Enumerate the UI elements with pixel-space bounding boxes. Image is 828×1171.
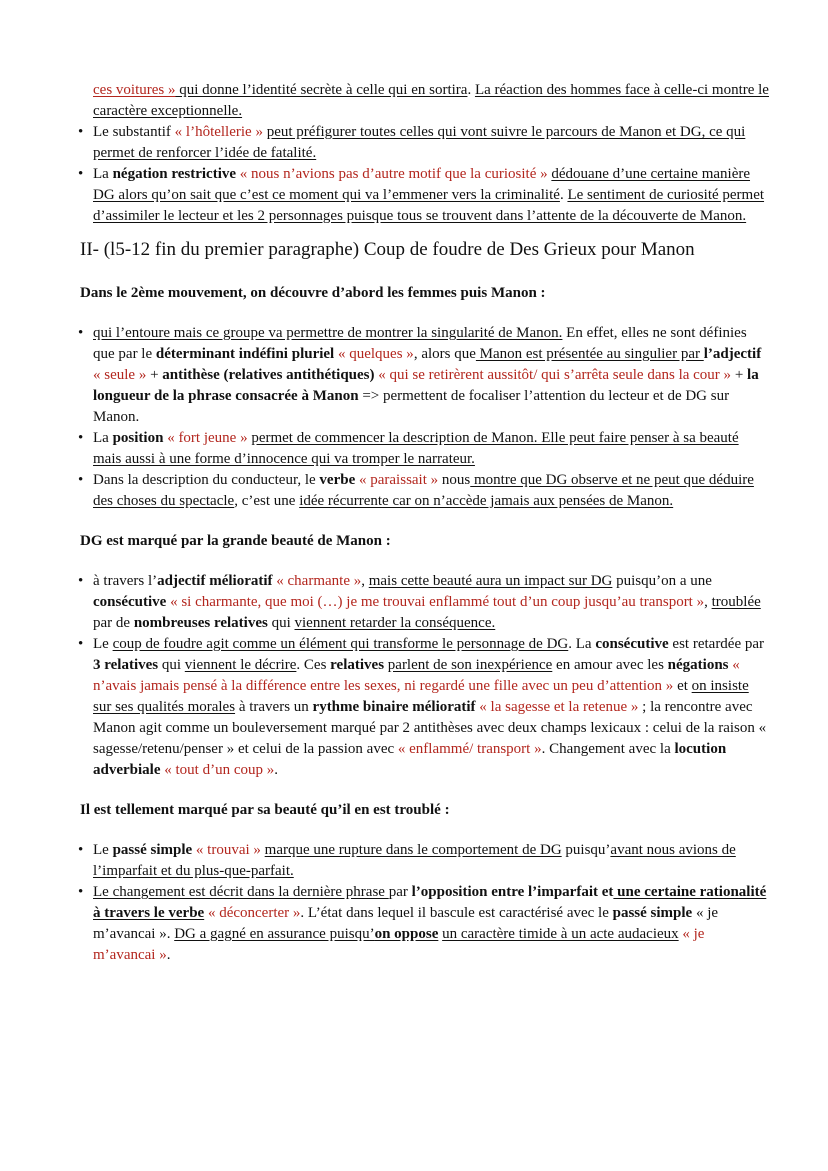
text-run: rythme binaire mélioratif: [312, 699, 476, 715]
text-run: consécutive: [595, 636, 669, 652]
text-run: relatives: [330, 657, 385, 673]
text-run: « trouvai »: [195, 842, 261, 858]
text-run: ,: [704, 594, 712, 610]
text-run: ces voitures »: [93, 82, 176, 98]
list-item-negation-restrictive: [80, 164, 770, 227]
text-run: troublée: [711, 594, 761, 610]
text-run: l’adjectif: [703, 346, 762, 362]
text-run: ; la rencontre avec Manon agit comme un bouleversement marqué par 2 antithèses avec deux champs lexicaux : celui de la raison « sagesse/retenu/penser » et celui de la passion avec: [93, 699, 767, 757]
text-run: négations: [667, 657, 729, 673]
text-run: qui donne l’identité secrète à celle qui en sortira: [175, 82, 468, 98]
text-run: « enflammé/ transport »: [397, 741, 542, 757]
text-run: on oppose: [374, 926, 439, 942]
text-run: . La: [568, 636, 596, 652]
text-run: marque une rupture dans le comportement de DG: [264, 842, 562, 858]
list-item-position: [80, 428, 770, 470]
text-run: nombreuses relatives: [133, 615, 268, 631]
text-run: , c’est une: [234, 493, 300, 509]
text-run: 3 relatives: [93, 657, 159, 673]
list-item-coup-de-foudre: [80, 634, 770, 781]
bullet-list-2: [80, 323, 770, 512]
text-run: nous: [438, 472, 471, 488]
text-run: « seule »: [93, 367, 147, 383]
text-run: .: [274, 762, 278, 778]
text-run: consécutive: [93, 594, 167, 610]
text-run: « paraissait »: [359, 472, 439, 488]
text-run: « charmante »: [276, 573, 362, 589]
text-run: dédouane d’une certaine manière DG alors qu’on sait que c’est ce moment qui va l’emmener vers la criminalité: [93, 166, 751, 203]
text-run: viennent retarder la conséquence.: [294, 615, 496, 631]
text-run: « je m’avancai »: [93, 926, 705, 963]
text-run: Le: [93, 636, 113, 652]
text-run: une certaine rationalité à travers le verbe: [93, 884, 767, 921]
text-run: qui l’entoure mais ce groupe va permettre de montrer la singularité de Manon.: [93, 325, 563, 341]
section-heading: II- (l5-12 fin du premier paragraphe) Coup de foudre de Des Grieux pour Manon: [80, 239, 695, 260]
text-run: peut préfigurer toutes celles qui vont suivre le parcours de Manon et DG, ce qui permet de renforcer l’idée de fatalité.: [93, 124, 746, 161]
text-run: .: [467, 82, 475, 98]
text-run: antithèse (relatives antithétiques): [162, 367, 375, 383]
text-run: Le substantif: [93, 124, 175, 140]
text-run: coup de foudre agit comme un élément qui transforme le personnage de DG: [112, 636, 569, 652]
text-run: viennent le décrire: [184, 657, 297, 673]
text-run: qui: [267, 615, 295, 631]
text-run: +: [146, 367, 163, 383]
text-run: « quelques »: [337, 346, 414, 362]
text-run: un caractère timide à un acte audacieux: [442, 926, 679, 942]
text-run: La: [93, 166, 113, 182]
text-run: Le sentiment de curiosité permet d’assimiler le lecteur et les 2 personnages puisque tous se trouvent dans l’attente de la découverte de Manon.: [93, 187, 765, 224]
text-run: permet de commencer la description de Manon. Elle peut faire penser à sa beauté mais aussi à une forme d’innocence qui va tromper le narrateur.: [93, 430, 739, 467]
text-run: « la sagesse et la retenue »: [479, 699, 639, 715]
text-run: locution adverbiale: [93, 741, 727, 778]
text-run: est retardée par: [668, 636, 765, 652]
list-item-conducteur: [80, 470, 770, 512]
text-run: à travers l’: [93, 573, 158, 589]
text-run: « n’avais jamais pensé à la différence entre les sexes, ni regardé une fille avec un peu d’attention »: [93, 657, 740, 694]
text-run: .: [166, 947, 171, 963]
paragraph-continuation: [80, 80, 770, 122]
text-run: la longueur de la phrase consacrée à Manon: [93, 367, 759, 404]
list-item-hotellerie: [80, 122, 770, 164]
text-run: par de: [93, 615, 134, 631]
text-run: La: [93, 430, 113, 446]
text-run: Manon est présentée au singulier par: [475, 346, 704, 362]
text-run: Dans la description du conducteur, le: [93, 472, 320, 488]
text-run: puisqu’on a une: [612, 573, 712, 589]
text-run: Le changement est décrit dans la dernière phrase: [93, 884, 389, 900]
text-run: « qui se retirèrent aussitôt/ qui s’arrêta seule dans la cour »: [378, 367, 732, 383]
text-run: +: [731, 367, 748, 383]
text-run: ,: [361, 573, 369, 589]
text-run: adjectif mélioratif: [157, 573, 273, 589]
list-item-changement: [80, 882, 770, 966]
bullet-list-1: [80, 80, 770, 227]
text-run: à travers un: [235, 699, 313, 715]
text-run: on insiste sur ses qualités morales: [93, 678, 749, 715]
text-run: avant nous avions de l’imparfait et du plus-que-parfait.: [93, 842, 736, 879]
text-run: . L’état dans lequel il bascule est caractérisé avec le: [300, 905, 613, 921]
subheading-trouble: Il est tellement marqué par sa beauté qu’il en est troublé :: [80, 802, 450, 818]
text-run: .: [559, 187, 568, 203]
text-run: « je m’avancai ».: [93, 905, 719, 942]
text-run: « fort jeune »: [167, 430, 248, 446]
text-run: « déconcerter »: [207, 905, 301, 921]
text-run: puisqu’: [561, 842, 611, 858]
text-run: « l’hôtellerie »: [174, 124, 263, 140]
text-run: . Ces: [296, 657, 331, 673]
text-run: négation restrictive: [112, 166, 237, 182]
text-run: montre que DG observe et ne peut que déduire des choses du spectacle: [93, 472, 754, 509]
text-run: => permettent de focaliser l’attention du lecteur et de DG sur Manon.: [93, 388, 730, 425]
list-item-passe-simple: [80, 840, 770, 882]
text-run: Le: [93, 842, 113, 858]
text-run: position: [112, 430, 164, 446]
text-run: passé simple: [612, 905, 693, 921]
list-item-groupe-femmes: [80, 323, 770, 428]
text-run: l’opposition entre l’imparfait et: [411, 884, 614, 900]
text-run: en amour avec les: [552, 657, 668, 673]
text-run: La réaction des hommes face à celle-ci montre le caractère exceptionnelle.: [93, 82, 769, 119]
text-run: mais cette beauté aura un impact sur DG: [368, 573, 613, 589]
subheading-mouvement: Dans le 2ème mouvement, on découvre d’abord les femmes puis Manon :: [80, 285, 546, 301]
text-run: « nous n’avions pas d’autre motif que la curiosité »: [239, 166, 548, 182]
text-run: passé simple: [112, 842, 193, 858]
text-run: qui: [158, 657, 185, 673]
text-run: « si charmante, que moi (…) je me trouvai enflammé tout d’un coup jusqu’au transport »: [170, 594, 705, 610]
text-run: verbe: [319, 472, 356, 488]
text-run: . Changement avec la: [541, 741, 675, 757]
document-page: [80, 80, 770, 966]
text-run: En effet, elles ne sont définies que par le: [93, 325, 747, 362]
bullet-list-3: [80, 571, 770, 781]
list-item-adjectif-melioratif: [80, 571, 770, 634]
text-run: , alors que: [413, 346, 476, 362]
text-run: DG a gagné en assurance puisqu’: [174, 926, 375, 942]
text-run: « tout d’un coup »: [164, 762, 275, 778]
text-run: parlent de son inexpérience: [387, 657, 553, 673]
text-run: et: [673, 678, 692, 694]
text-run: par: [388, 884, 412, 900]
subheading-beaute: DG est marqué par la grande beauté de Manon :: [80, 533, 391, 549]
bullet-list-4: [80, 840, 770, 966]
text-run: déterminant indéfini pluriel: [155, 346, 335, 362]
text-run: idée récurrente car on n’accède jamais aux pensées de Manon.: [299, 493, 674, 509]
